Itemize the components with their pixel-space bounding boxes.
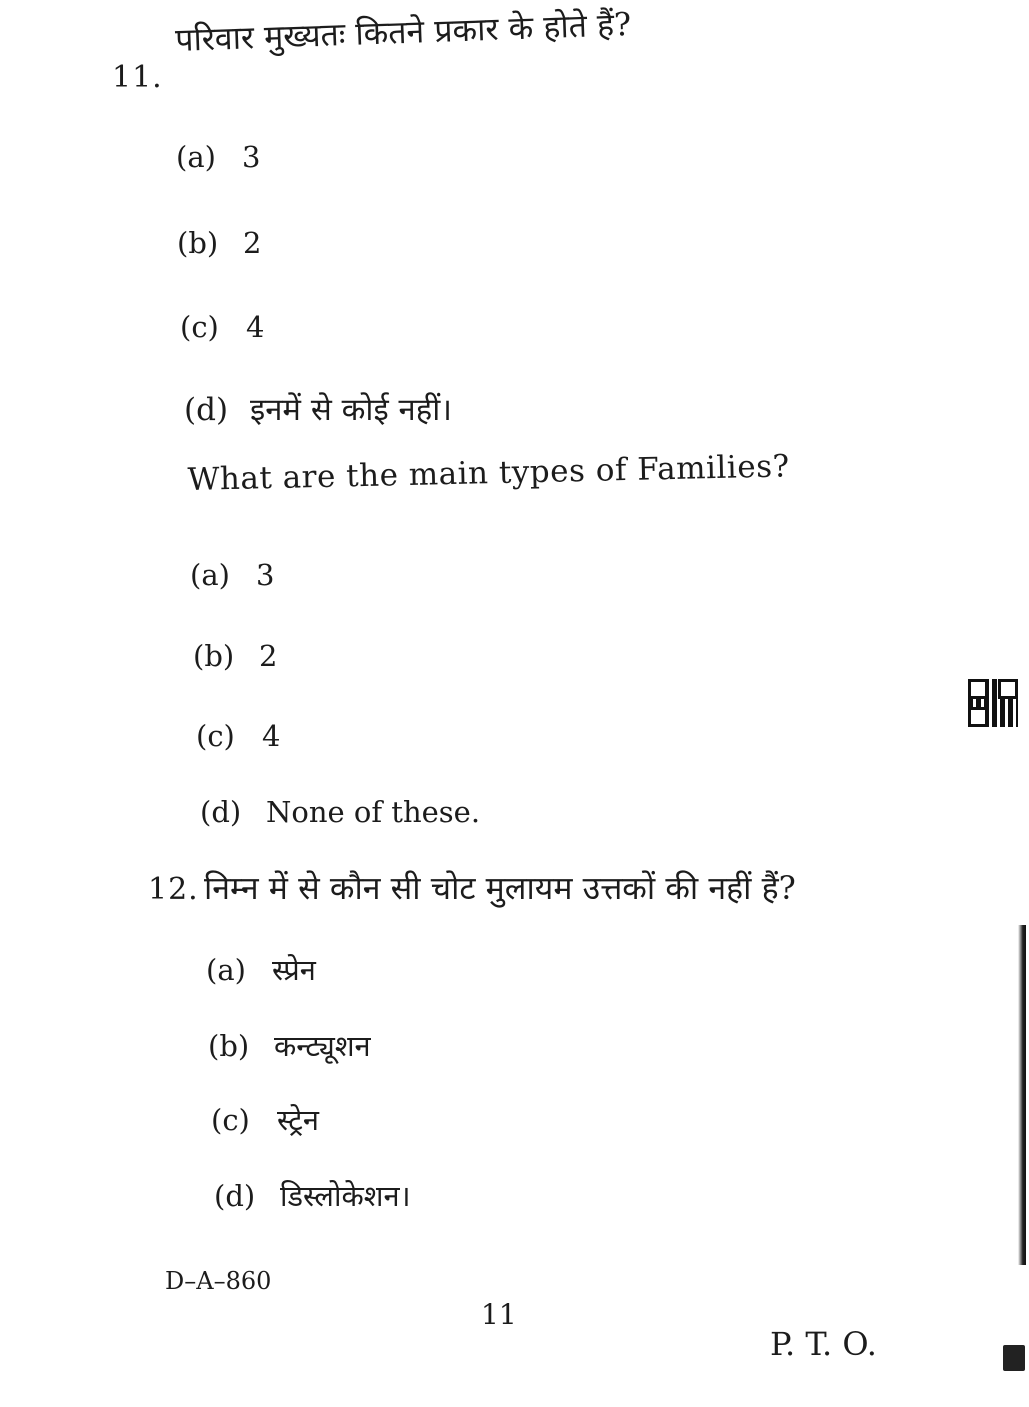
- question-12-option-a-hindi: [206, 950, 316, 989]
- option-label: (b): [177, 226, 219, 260]
- question-11-option-b-hindi: [177, 226, 261, 260]
- option-text: 2: [243, 226, 262, 260]
- option-label: (a): [190, 558, 230, 592]
- option-label: (a): [206, 953, 246, 987]
- option-label: (d): [200, 795, 242, 829]
- question-11-option-a-english: [190, 558, 274, 592]
- question-12-option-d-hindi: [214, 1176, 411, 1215]
- question-11-option-b-english: [193, 639, 277, 673]
- question-11-option-d-english: [200, 795, 480, 829]
- question-12-number: 12.: [148, 872, 199, 907]
- option-text: स्ट्रेन: [277, 1103, 319, 1137]
- option-text: 3: [242, 140, 261, 174]
- option-label: (c): [211, 1103, 250, 1137]
- qr-code-icon: [968, 679, 1018, 727]
- option-text: 4: [262, 719, 281, 753]
- option-text: डिस्लोकेशन।: [280, 1179, 411, 1213]
- option-label: (b): [208, 1029, 250, 1063]
- option-label: (c): [196, 719, 235, 753]
- question-12-option-c-hindi: [211, 1100, 319, 1139]
- option-label: (a): [176, 140, 216, 174]
- scan-edge-mark: [1003, 1345, 1025, 1371]
- question-11-option-c-hindi: [180, 310, 264, 344]
- please-turn-over-label: P. T. O.: [770, 1325, 877, 1363]
- scan-edge-shadow: [1018, 925, 1026, 1265]
- option-text: 2: [259, 639, 278, 673]
- question-11-option-d-hindi: [184, 388, 452, 430]
- question-12-text-hindi: निम्न में से कौन सी चोट मुलायम उत्तकों की नहीं हैं?: [204, 869, 796, 907]
- option-text: None of these.: [266, 795, 481, 829]
- question-11-option-a-hindi: [176, 140, 260, 174]
- page-number: 11: [481, 1298, 517, 1331]
- option-label: (c): [180, 310, 219, 344]
- option-text: इनमें से कोई नहीं।: [250, 392, 452, 428]
- paper-code: D–A–860: [165, 1267, 272, 1295]
- option-text: कन्ट्यूशन: [274, 1029, 371, 1063]
- option-text: स्प्रेन: [272, 953, 316, 987]
- option-label: (d): [184, 392, 229, 428]
- question-12-option-b-hindi: [208, 1026, 371, 1065]
- question-11-number: 11.: [112, 60, 163, 95]
- question-11-text-hindi: परिवार मुख्यतः कितने प्रकार के होते हैं?: [174, 5, 632, 60]
- option-text: 3: [256, 558, 275, 592]
- question-11-text-english: What are the main types of Families?: [187, 448, 791, 498]
- question-11-option-c-english: [196, 719, 280, 753]
- option-label: (d): [214, 1179, 256, 1213]
- option-text: 4: [246, 310, 265, 344]
- option-label: (b): [193, 639, 235, 673]
